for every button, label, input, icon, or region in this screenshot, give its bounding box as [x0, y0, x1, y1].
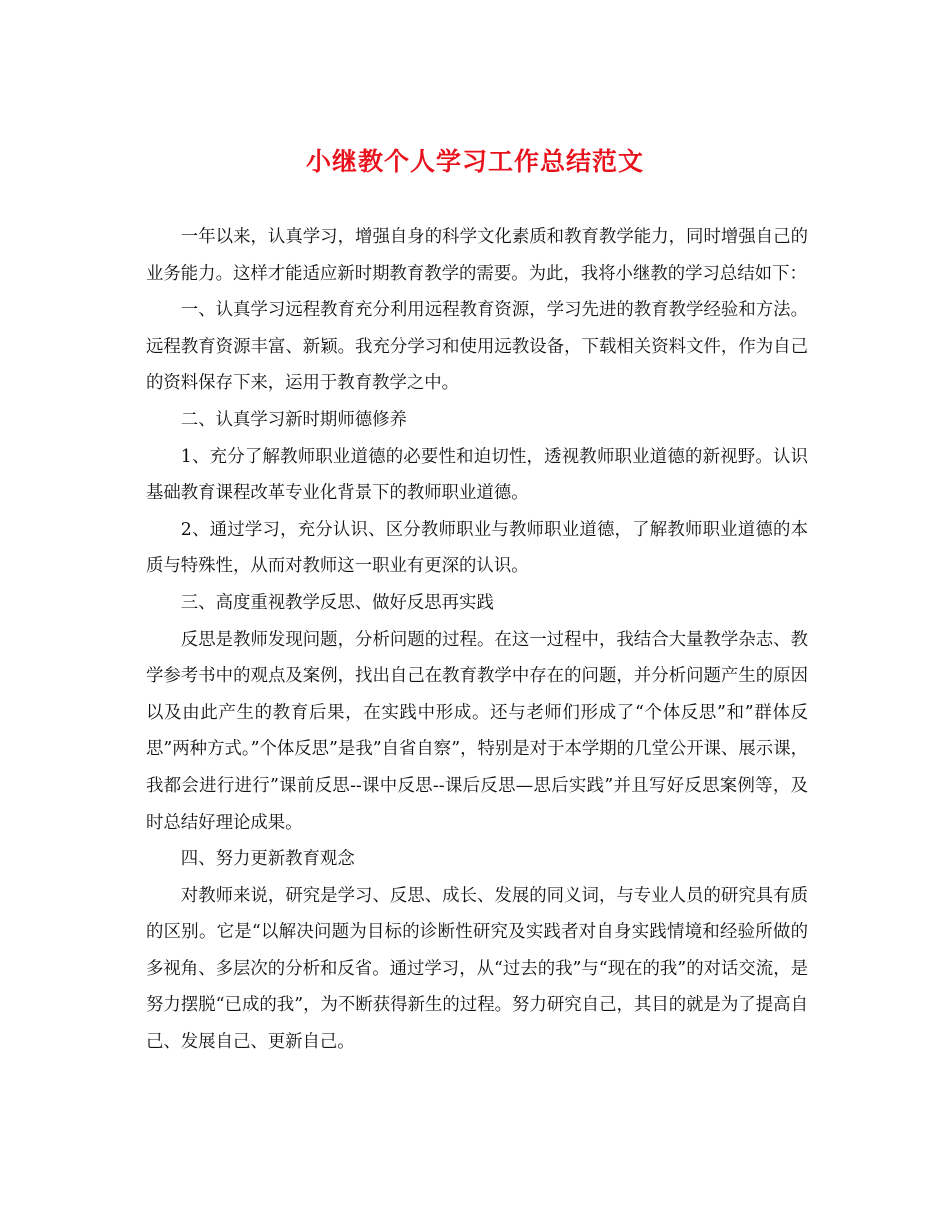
section-heading-4: 四、努力更新教育观念 [180, 849, 355, 870]
paragraph-section-1: 一、认真学习远程教育充分利用远程教育资源，学习先进的教育教学经验和方法。远程教育资源丰富、新颖。我充分学习和使用远教设备，下载相关资料文件，作为自己的资料保存下来，运用于教育教学之中。 [146, 300, 808, 394]
paragraph-research: 对教师来说，研究是学习、反思、成长、发展的同义词，与专业人员的研究具有质的区别。它是“以解决问题为目标的诊断性研究及实践者对自身实践情境和经验所做的多视角、多层次的分析和反省。通过学习，从“过去的我”与“现在的我”的对话交流，是努力摆脱“已成的我”，为不断获得新生的过程。努力研究自己，其目的就是为了提高自己、发展自己、更新自己。 [146, 885, 808, 1053]
paragraph-reflection: 反思是教师发现问题，分析问题的过程。在这一过程中，我结合大量教学杂志、教学参考书中的观点及案例，找出自己在教育教学中存在的问题，并分析问题产生的原因以及由此产生的教育后果，在实践中形成。还与老师们形成了“个体反思”和”群体反思”两种方式。”个体反思”是我”自省自察”，特别是对于本学期的几堂公开课、展示课，我都会进行进行”课前反思--课中反思--课后反思—思后实践”并且写好反思案例等，及时总结好理论成果。 [146, 629, 808, 833]
paragraph-item-2: 2、通过学习，充分认识、区分教师职业与教师职业道德，了解教师职业道德的本质与特殊性，从而对教师这一职业有更深的认识。 [146, 519, 808, 577]
section-heading-2: 二、认真学习新时期师德修养 [180, 409, 407, 430]
document-body [146, 219, 808, 1061]
paragraph-intro: 一年以来，认真学习，增强自身的科学文化素质和教育教学能力，同时增强自己的业务能力。这样才能适应新时期教育教学的需要。为此，我将小继教的学习总结如下： [146, 227, 808, 284]
section-heading-3: 三、高度重视教学反思、做好反思再实践 [180, 592, 494, 613]
paragraph-item-1: 1、充分了解教师职业道德的必要性和迫切性，透视教师职业道德的新视野。认识基础教育课程改革专业化背景下的教师职业道德。 [146, 446, 808, 504]
document-title: 小继教个人学习工作总结范文 [305, 147, 644, 176]
